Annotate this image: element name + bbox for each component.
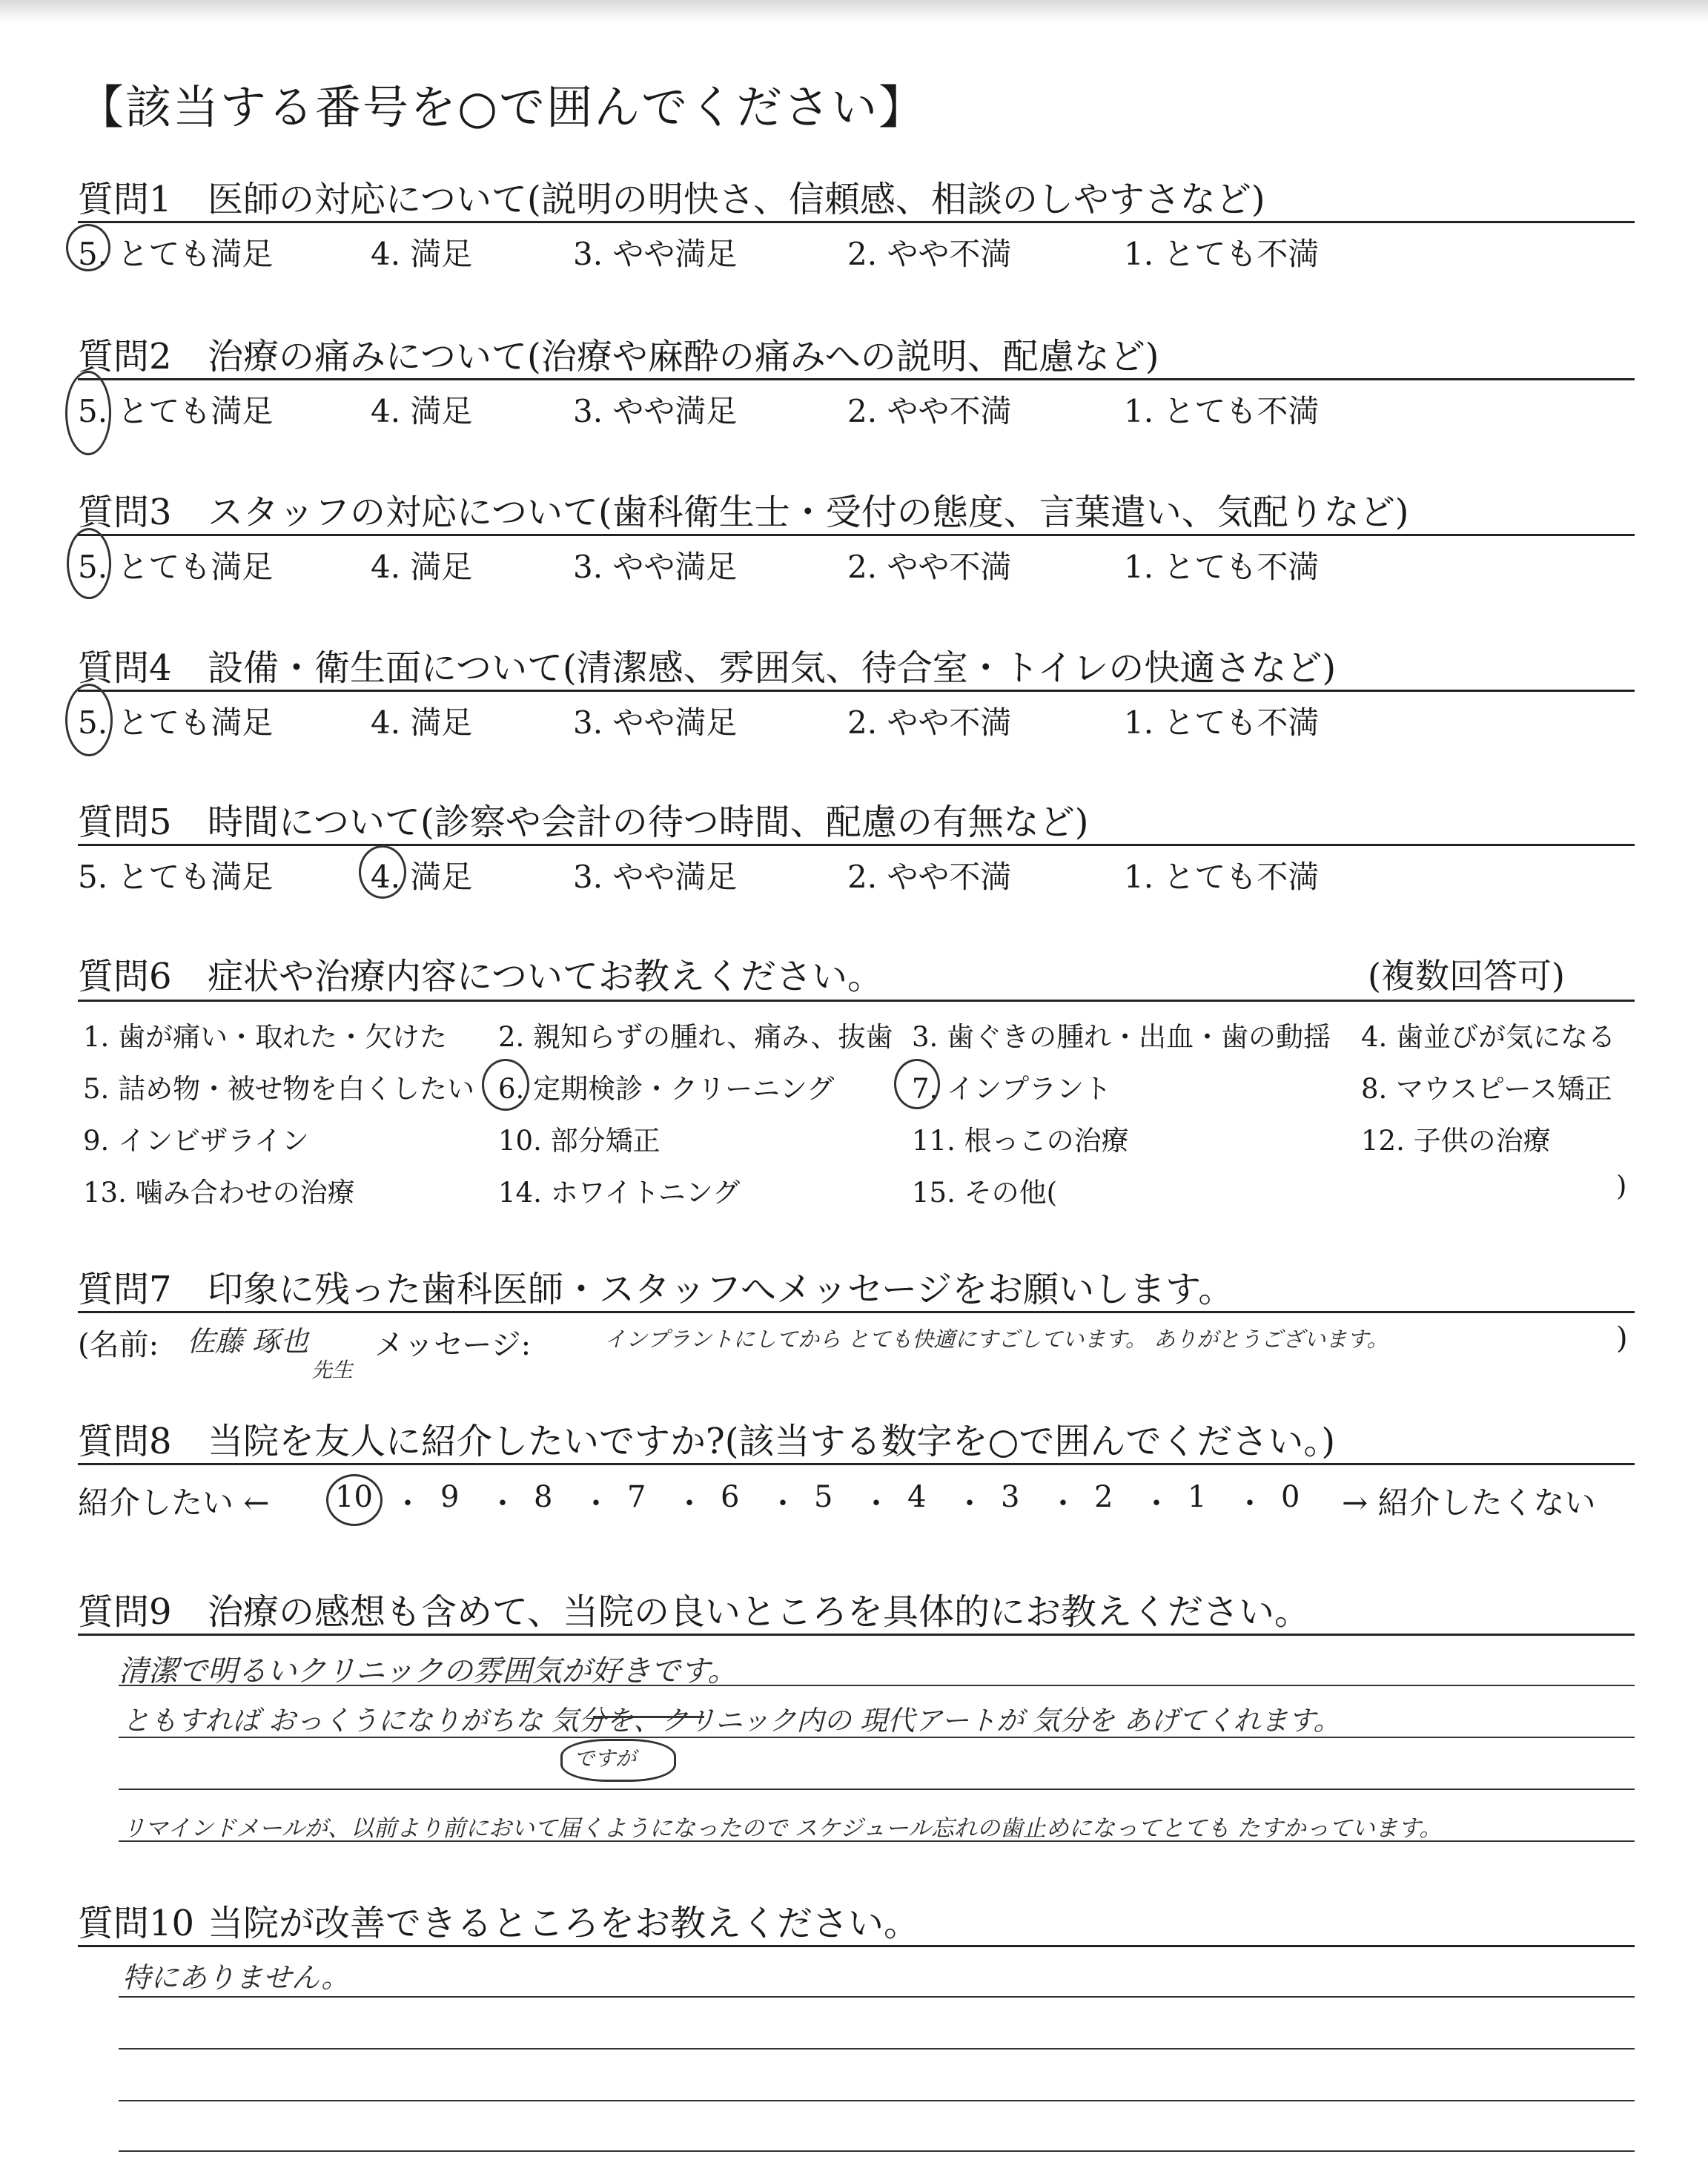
q9-writing-line [119, 1685, 1635, 1686]
q8-scale-6[interactable]: 6 [721, 1480, 740, 1514]
q10-writing-line [119, 2048, 1635, 2050]
q8-scale-9[interactable]: 9 [440, 1480, 460, 1514]
question-1-option-1[interactable]: 1. とても不満 [1124, 236, 1320, 272]
q10-answer-line-1[interactable]: 特にありません。 [122, 1961, 350, 1994]
q6-option-9[interactable]: 9. インビザライン [83, 1125, 309, 1157]
question-2-number: 質問2 [78, 336, 172, 377]
question-9-text: 治療の感想も含めて、当院の良いところを具体的にお教えください。 [208, 1591, 1311, 1633]
q8-scale-3[interactable]: 3 [1001, 1480, 1020, 1514]
question-4-option-1[interactable]: 1. とても不満 [1124, 704, 1320, 741]
question-2-text: 治療の痛みについて(治療や麻酔の痛みへの説明、配慮など) [208, 336, 1159, 377]
question-1-option-3[interactable]: 3. やや満足 [573, 236, 738, 272]
q6-option-12[interactable]: 12. 子供の治療 [1361, 1125, 1551, 1157]
q6-option-10[interactable]: 10. 部分矯正 [498, 1125, 661, 1157]
question-6-text: 症状や治療内容についてお教えください。 [208, 956, 884, 997]
question-8-text: 当院を友人に紹介したいですか?(該当する数字を○で囲んでください。) [208, 1421, 1336, 1462]
question-4-heading [78, 639, 1336, 690]
q7-message-label: メッセージ: [374, 1328, 532, 1362]
q7-name-handwritten[interactable]: 佐藤 琢也 [187, 1325, 309, 1358]
q9-answer-line-3[interactable]: リマインドメールが、以前より前において届くようになったので スケジュール忘れの歯止めになってとても たすかっています。 [122, 1815, 1443, 1842]
question-1-option-5[interactable]: 5. とても満足 [78, 236, 274, 272]
q6-option-1[interactable]: 1. 歯が痛い・取れた・欠けた [83, 1021, 448, 1053]
question-9-heading [78, 1583, 1310, 1634]
q8-sep: ・ [581, 1487, 611, 1521]
question-2-option-4[interactable]: 4. 満足 [371, 393, 473, 429]
question-3-option-2[interactable]: 2. やや不満 [847, 549, 1012, 585]
q7-name-suffix-handwritten: 先生 [311, 1358, 354, 1382]
question-10-heading [78, 1895, 919, 1946]
question-5-rule [78, 844, 1635, 846]
q6-option-2[interactable]: 2. 親知らずの腫れ、痛み、抜歯 [498, 1021, 893, 1053]
q6-option-11[interactable]: 11. 根っこの治療 [912, 1125, 1129, 1157]
q8-scale-8[interactable]: 8 [534, 1480, 553, 1514]
question-2-option-2[interactable]: 2. やや不満 [847, 393, 1012, 429]
q8-sep: ・ [768, 1487, 798, 1521]
question-3-option-4[interactable]: 4. 満足 [371, 549, 473, 585]
q8-scale-4[interactable]: 4 [907, 1480, 927, 1514]
question-6-multiple-note: (複数回答可) [1368, 956, 1565, 996]
question-1-number: 質問1 [78, 179, 172, 220]
q6-option-3[interactable]: 3. 歯ぐきの腫れ・出血・歯の動揺 [912, 1021, 1331, 1053]
q9-writing-line [119, 1737, 1635, 1738]
q8-sep: ・ [488, 1487, 517, 1521]
question-10-text: 当院が改善できるところをお教えください。 [208, 1903, 920, 1944]
question-7-rule [78, 1311, 1635, 1313]
question-6-heading [78, 948, 883, 999]
q8-scale-10[interactable]: 10 [335, 1480, 373, 1514]
question-8-heading [78, 1413, 1335, 1464]
q6-option-13[interactable]: 13. 噛み合わせの治療 [83, 1177, 355, 1209]
q8-scale-7[interactable]: 7 [627, 1480, 646, 1514]
question-2-option-1[interactable]: 1. とても不満 [1124, 393, 1320, 429]
q6-option-8[interactable]: 8. マウスピース矯正 [1361, 1073, 1612, 1105]
question-6-number: 質問6 [78, 956, 172, 997]
q7-message-handwritten[interactable]: インプラントにしてから とても快適にすごしています。 ありがとうございます。 [604, 1327, 1388, 1352]
q8-right-label: → 紹介したくない [1342, 1484, 1596, 1521]
question-5-option-3[interactable]: 3. やや満足 [573, 859, 738, 895]
q9-answer-line-1[interactable]: 清潔で明るいクリニックの雰囲気が好きです。 [119, 1654, 738, 1688]
q8-sep: ・ [955, 1487, 984, 1521]
q8-scale-0[interactable]: 0 [1281, 1480, 1300, 1514]
question-3-option-1[interactable]: 1. とても不満 [1124, 549, 1320, 585]
question-1-option-4[interactable]: 4. 満足 [371, 236, 473, 272]
question-1-text: 医師の対応について(説明の明快さ、信頼感、相談のしやすさなど) [208, 179, 1265, 220]
question-3-option-5[interactable]: 5. とても満足 [78, 549, 274, 585]
question-1-option-2[interactable]: 2. やや不満 [847, 236, 1012, 272]
question-5-option-5[interactable]: 5. とても満足 [78, 859, 274, 895]
question-3-number: 質問3 [78, 492, 172, 533]
q8-sep: ・ [1142, 1487, 1171, 1521]
q6-option-6[interactable]: 6. 定期検診・クリーニング [498, 1073, 835, 1105]
question-5-option-1[interactable]: 1. とても不満 [1124, 859, 1320, 895]
question-4-option-3[interactable]: 3. やや満足 [573, 704, 738, 741]
question-7-number: 質問7 [78, 1269, 172, 1310]
question-2-option-3[interactable]: 3. やや満足 [573, 393, 738, 429]
q6-option-5[interactable]: 5. 詰め物・被せ物を白くしたい [83, 1073, 475, 1105]
question-4-option-2[interactable]: 2. やや不満 [847, 704, 1012, 741]
question-3-text: スタッフの対応について(歯科衛生士・受付の態度、言葉遣い、気配りなど) [208, 492, 1409, 533]
question-4-number: 質問4 [78, 647, 172, 689]
question-3-option-3[interactable]: 3. やや満足 [573, 549, 738, 585]
question-5-option-4[interactable]: 4. 満足 [371, 859, 473, 895]
question-6-rule [78, 1000, 1635, 1002]
question-10-number: 質問10 [78, 1903, 195, 1944]
question-10-rule [78, 1945, 1635, 1947]
question-1-rule [78, 221, 1635, 223]
question-4-text: 設備・衛生面について(清潔感、雰囲気、待合室・トイレの快適さなど) [208, 647, 1337, 689]
q7-name-label: (名前: [78, 1328, 159, 1362]
q10-writing-line [119, 2100, 1635, 2101]
question-8-rule [78, 1463, 1635, 1465]
question-2-option-5[interactable]: 5. とても満足 [78, 393, 274, 429]
q6-option-15-close-paren: ) [1616, 1170, 1627, 1202]
question-9-number: 質問9 [78, 1591, 172, 1633]
q8-sep: ・ [675, 1487, 704, 1521]
q9-insertion-text: ですが [574, 1746, 637, 1771]
question-8-number: 質問8 [78, 1421, 172, 1462]
q7-close-paren: ) [1616, 1321, 1628, 1355]
q10-writing-line [119, 2150, 1635, 2152]
q6-option-15[interactable]: 15. その他( [912, 1177, 1058, 1209]
q9-answer-line-2[interactable]: ともすれば おっくうになりがちな 気分を、クリニック内の 現代アートが 気分を あげてくれます。 [122, 1705, 1341, 1737]
question-5-option-2[interactable]: 2. やや不満 [847, 859, 1012, 895]
question-2-heading [78, 328, 1159, 379]
question-3-heading [78, 483, 1409, 535]
q6-option-14[interactable]: 14. ホワイトニング [498, 1177, 741, 1209]
q8-left-label: 紹介したい ← [78, 1484, 270, 1521]
q8-scale-1[interactable]: 1 [1188, 1480, 1207, 1514]
q9-writing-line [119, 1789, 1635, 1790]
q6-option-4[interactable]: 4. 歯並びが気になる [1361, 1021, 1616, 1053]
question-9-rule [78, 1634, 1635, 1636]
question-5-number: 質問5 [78, 802, 172, 843]
question-4-rule [78, 690, 1635, 692]
question-4-option-5[interactable]: 5. とても満足 [78, 704, 274, 741]
question-1-heading [78, 171, 1265, 222]
page-title: 【該当する番号を○で囲んでください】 [78, 80, 927, 134]
q6-option-7[interactable]: 7. インプラント [912, 1073, 1112, 1105]
q9-strikethrough [593, 1716, 704, 1718]
q8-sep: ・ [1048, 1487, 1078, 1521]
scan-top-edge [0, 0, 1708, 22]
q10-writing-line [119, 1996, 1635, 1998]
question-5-text: 時間について(診察や会計の待つ時間、配慮の有無など) [208, 802, 1089, 843]
q8-scale-5[interactable]: 5 [814, 1480, 833, 1514]
question-5-heading [78, 793, 1089, 845]
q8-sep: ・ [1235, 1487, 1265, 1521]
question-2-rule [78, 378, 1635, 380]
question-7-text: 印象に残った歯科医師・スタッフへメッセージをお願いします。 [208, 1269, 1234, 1310]
q8-scale-2[interactable]: 2 [1094, 1480, 1113, 1514]
q9-writing-line [119, 1840, 1635, 1842]
question-7-heading [78, 1261, 1234, 1312]
q8-sep: ・ [861, 1487, 891, 1521]
question-4-option-4[interactable]: 4. 満足 [371, 704, 473, 741]
question-3-rule [78, 534, 1635, 536]
q8-sep: ・ [393, 1487, 423, 1521]
